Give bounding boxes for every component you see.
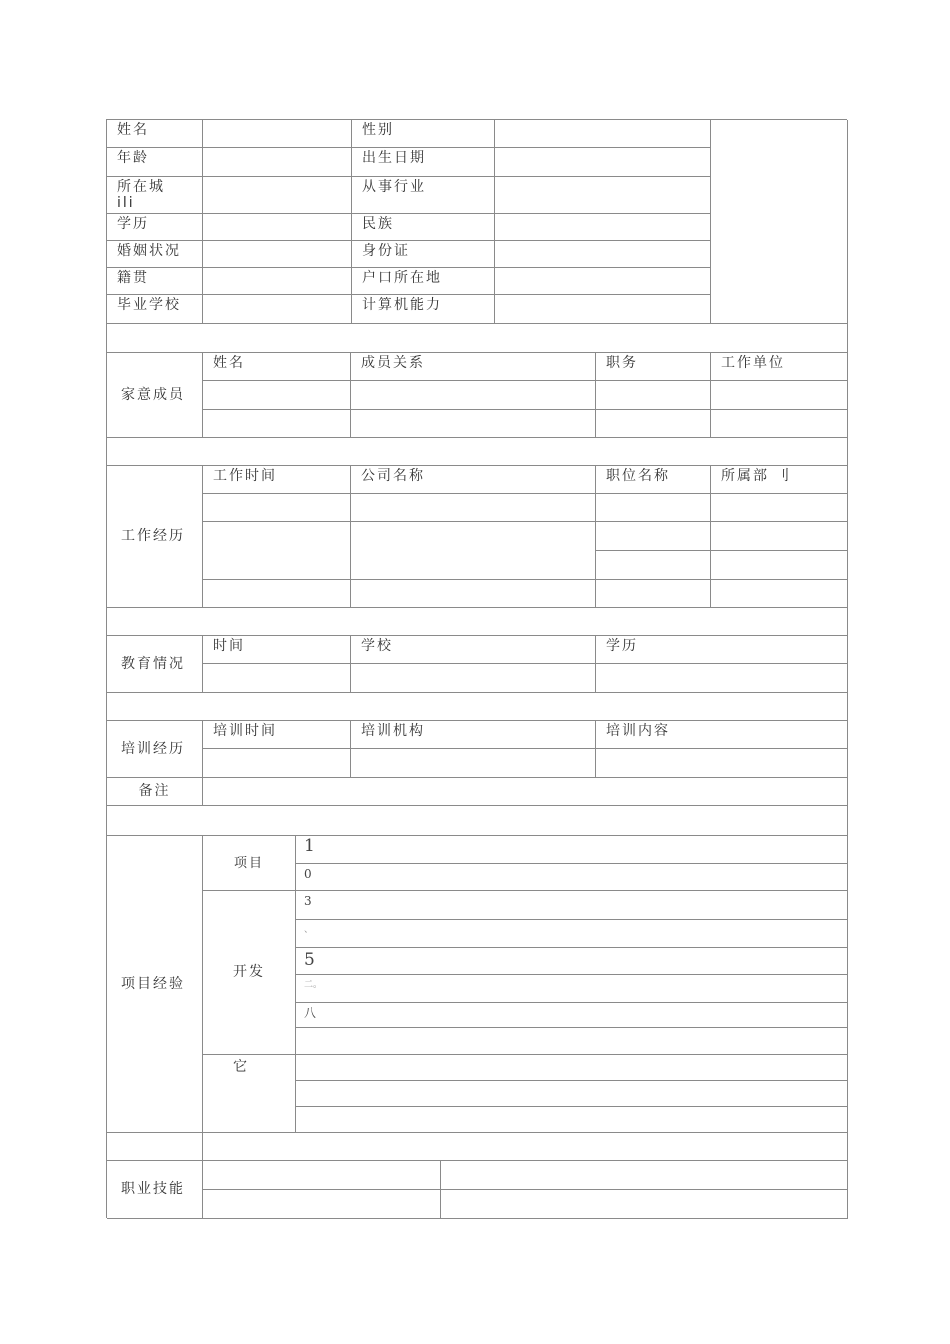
computer-skill-field[interactable] (495, 295, 711, 324)
education-cell[interactable] (596, 664, 848, 693)
family-cell[interactable] (351, 381, 596, 410)
name-label: 姓名 (107, 120, 203, 148)
work-cell[interactable] (711, 551, 848, 580)
marital-status-field[interactable] (203, 241, 352, 268)
industry-label: 从事行业 (352, 177, 495, 214)
work-cell[interactable] (596, 580, 711, 608)
remarks-label: 备注 (107, 778, 203, 806)
hukou-field[interactable] (495, 268, 711, 295)
work-cell[interactable] (711, 580, 848, 608)
id-card-field[interactable] (495, 241, 711, 268)
age-field[interactable] (203, 148, 352, 177)
marital-status-label: 婚姻状况 (107, 241, 203, 268)
work-cell[interactable] (203, 580, 351, 608)
spacer-row (107, 324, 848, 353)
education-section-label: 教育情况 (107, 636, 203, 693)
project-section-label: 项目经验 (107, 836, 203, 1133)
project-line-mark[interactable]: 八 (296, 1003, 848, 1028)
remarks-field[interactable] (203, 778, 848, 806)
project-line[interactable] (296, 1055, 848, 1081)
spacer-row (107, 806, 848, 836)
project-line[interactable] (296, 1081, 848, 1107)
skills-cell[interactable] (203, 1190, 441, 1219)
family-cell[interactable] (711, 381, 848, 410)
education-header-time: 时间 (203, 636, 351, 664)
work-cell[interactable] (203, 522, 351, 580)
family-cell[interactable] (596, 410, 711, 438)
work-cell[interactable] (596, 522, 711, 551)
work-cell[interactable] (351, 580, 596, 608)
name-field[interactable] (203, 120, 352, 148)
skills-cell[interactable] (441, 1190, 848, 1219)
age-label: 年龄 (107, 148, 203, 177)
computer-skill-label: 计算机能力 (352, 295, 495, 324)
project-line-mark[interactable]: 0 (296, 864, 848, 891)
birth-date-label: 出生日期 (352, 148, 495, 177)
family-header-relation: 成员关系 (351, 353, 596, 381)
birth-date-field[interactable] (495, 148, 711, 177)
education-header-degree: 学历 (596, 636, 848, 664)
family-header-name: 姓名 (203, 353, 351, 381)
gender-label: 性别 (352, 120, 495, 148)
work-header-department: 所属部 刂 (711, 466, 848, 494)
resume-form (106, 119, 847, 1218)
ethnicity-label: 民族 (352, 214, 495, 241)
project-line[interactable] (296, 1107, 848, 1133)
project-other-label: 它 (203, 1055, 296, 1133)
family-cell[interactable] (203, 381, 351, 410)
project-line-mark[interactable]: 5 (296, 948, 848, 975)
training-header-content: 培训内容 (596, 721, 848, 749)
training-cell[interactable] (351, 749, 596, 778)
family-header-employer: 工作单位 (711, 353, 848, 381)
blank-field[interactable] (203, 1133, 848, 1161)
project-line[interactable] (296, 1028, 848, 1055)
city-field[interactable] (203, 177, 352, 214)
project-line-mark[interactable]: 二。 (296, 975, 848, 1003)
training-cell[interactable] (203, 749, 351, 778)
work-header-time: 工作时间 (203, 466, 351, 494)
skills-cell[interactable] (203, 1161, 441, 1190)
work-cell[interactable] (711, 522, 848, 551)
education-field[interactable] (203, 214, 352, 241)
work-cell[interactable] (203, 494, 351, 522)
education-header-school: 学校 (351, 636, 596, 664)
id-card-label: 身份证 (352, 241, 495, 268)
project-items-label: 项目 (203, 836, 296, 891)
family-header-position: 职务 (596, 353, 711, 381)
gender-field[interactable] (495, 120, 711, 148)
project-line-mark[interactable]: 3 (296, 891, 848, 920)
skills-cell[interactable] (441, 1161, 848, 1190)
training-cell[interactable] (596, 749, 848, 778)
work-header-position: 职位名称 (596, 466, 711, 494)
education-label: 学历 (107, 214, 203, 241)
work-section-label: 工作经历 (107, 466, 203, 608)
work-header-company: 公司名称 (351, 466, 596, 494)
work-cell[interactable] (711, 494, 848, 522)
spacer-row (107, 693, 848, 721)
school-field[interactable] (203, 295, 352, 324)
education-cell[interactable] (351, 664, 596, 693)
spacer-row (107, 438, 848, 466)
city-label: 所在城 ili (107, 177, 203, 214)
native-place-field[interactable] (203, 268, 352, 295)
education-cell[interactable] (203, 664, 351, 693)
skills-section-label: 职业技能 (107, 1161, 203, 1219)
industry-field[interactable] (495, 177, 711, 214)
family-cell[interactable] (711, 410, 848, 438)
work-cell[interactable] (351, 522, 596, 580)
project-line-mark[interactable]: 1 (296, 836, 848, 864)
hukou-label: 户口所在地 (352, 268, 495, 295)
family-cell[interactable] (596, 381, 711, 410)
blank-label-cell (107, 1133, 203, 1161)
family-section-label: 家意成员 (107, 353, 203, 438)
spacer-row (107, 608, 848, 636)
work-cell[interactable] (596, 551, 711, 580)
training-section-label: 培训经历 (107, 721, 203, 778)
photo-box[interactable] (711, 120, 848, 324)
training-header-time: 培训时间 (203, 721, 351, 749)
native-place-label: 籍贯 (107, 268, 203, 295)
school-label: 毕业学校 (107, 295, 203, 324)
family-cell[interactable] (351, 410, 596, 438)
work-cell[interactable] (596, 494, 711, 522)
ethnicity-field[interactable] (495, 214, 711, 241)
project-line-mark[interactable]: 、 (296, 920, 848, 948)
training-header-institution: 培训机构 (351, 721, 596, 749)
project-development-label: 开发 (203, 891, 296, 1055)
family-cell[interactable] (203, 410, 351, 438)
work-cell[interactable] (351, 494, 596, 522)
